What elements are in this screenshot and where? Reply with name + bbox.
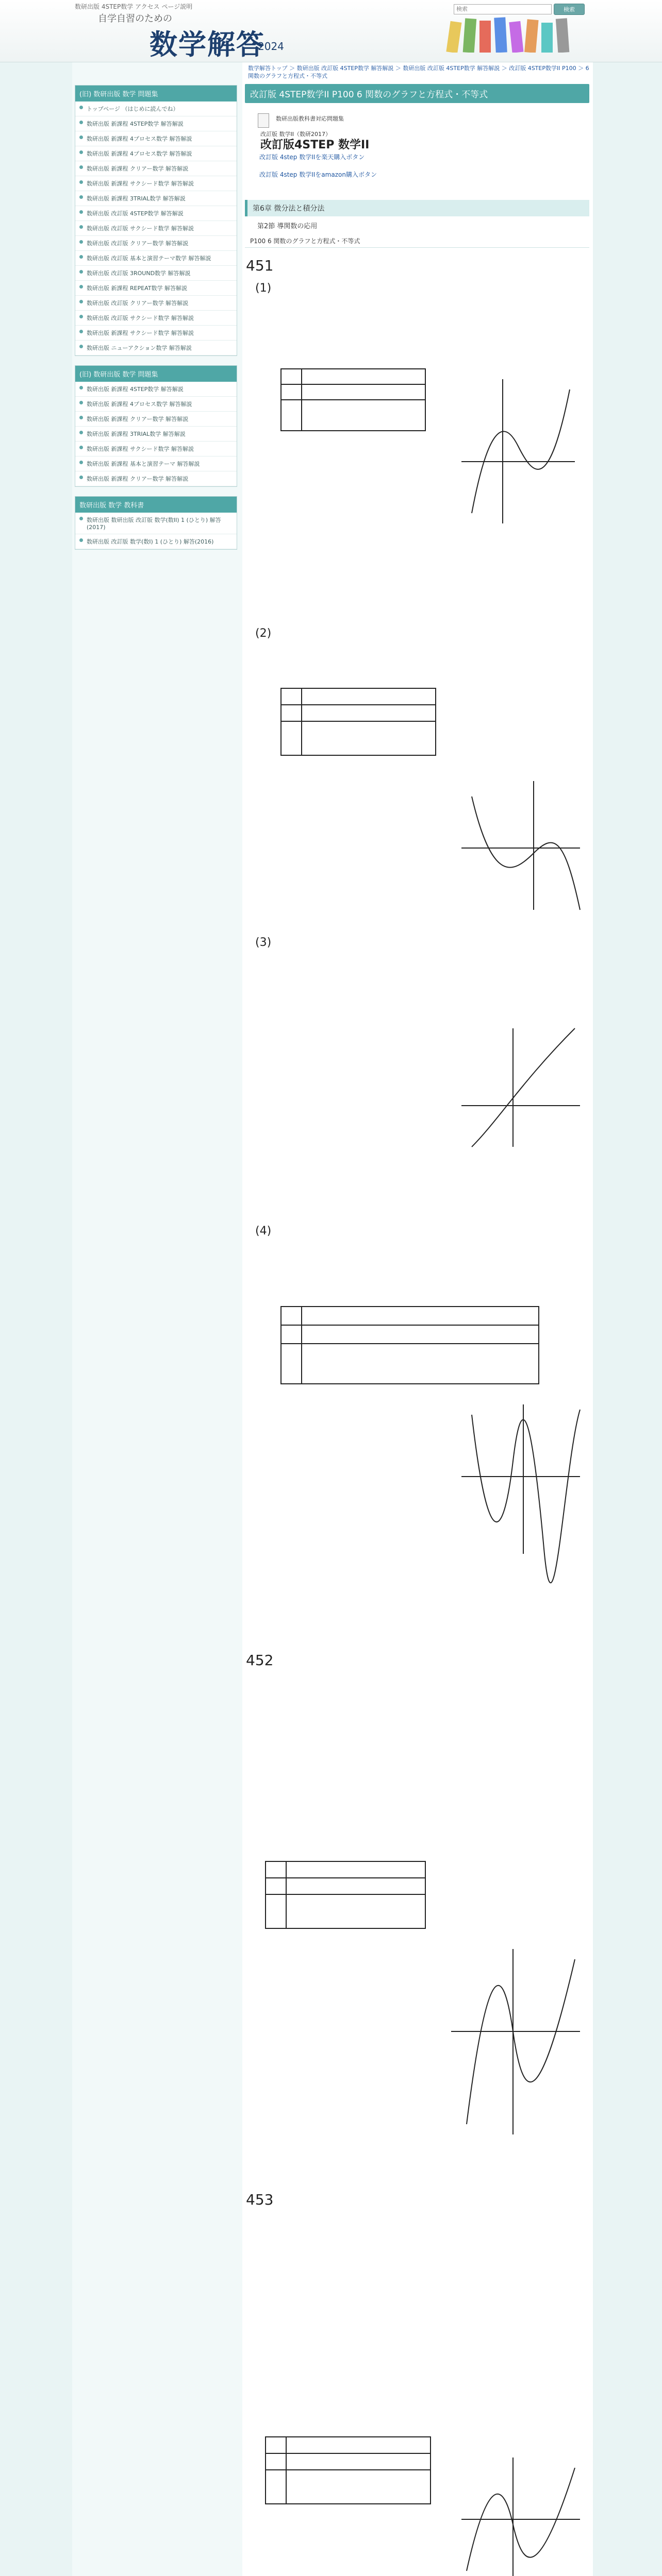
sidebar-link-label: 数研出版 新課程 3TRIAL数学 解答解説 xyxy=(87,431,186,437)
sidebar-link[interactable] xyxy=(75,456,237,471)
book-code: 改訂版 数学II（数研2017） xyxy=(260,131,331,138)
sidebar-link-label: 数研出版 改訂版 サクシード数学 解答解説 xyxy=(87,315,194,321)
sidebar-link-label: 数研出版 新課程 3TRIAL数学 解答解説 xyxy=(87,195,186,202)
bullet-icon xyxy=(79,255,83,259)
bullet-icon xyxy=(79,240,83,244)
problem-number: 452 xyxy=(246,1652,274,1669)
bullet-icon xyxy=(79,106,83,109)
sidebar-block-textbooks xyxy=(75,496,237,550)
sidebar-link[interactable] xyxy=(75,534,237,549)
sidebar-link-label: 数研出版 新課程 サクシード数学 解答解説 xyxy=(87,446,194,452)
sidebar-link-label: 数研出版 改訂版 サクシード数学 解答解説 xyxy=(87,225,194,232)
bullet-icon xyxy=(79,461,83,464)
bullet-icon xyxy=(79,121,83,124)
sidebar-link-label: 数研出版 新課程 4プロセス数学 解答解説 xyxy=(87,150,192,157)
main-content xyxy=(245,64,589,2576)
sidebar-list xyxy=(75,513,237,549)
book-name: 改訂版4STEP 数学II xyxy=(260,139,370,151)
solution-image-452 xyxy=(245,1671,589,2186)
solution-image-453 xyxy=(245,2210,589,2576)
sidebar-link-label: 数研出版 新課程 クリアー数学 解答解説 xyxy=(87,476,189,482)
handwritten-solution-452 xyxy=(245,1671,589,2186)
bullet-icon xyxy=(79,225,83,229)
sidebar-link[interactable] xyxy=(75,382,237,397)
sidebar-link-label: 数研出版 改訂版 基本と演習テーマ数学 解答解説 xyxy=(87,255,211,262)
sidebar-link-label: 数研出版 新課程 サクシード数学 解答解説 xyxy=(87,180,194,187)
bullet-icon xyxy=(79,210,83,214)
sidebar-link[interactable] xyxy=(75,281,237,296)
sidebar-link-label: 数研出版 新課程 基本と演習テーマ 解答解説 xyxy=(87,461,200,467)
sidebar-link-label: 数研出版 改訂版 クリアー数学 解答解説 xyxy=(87,240,189,247)
solution-image-451 xyxy=(245,276,589,1647)
book-cover-icon xyxy=(258,113,269,128)
bullet-icon xyxy=(79,416,83,419)
amazon-buy-link[interactable]: 改訂版 4step 数学IIをamazon購入ボタン xyxy=(259,171,377,178)
sidebar-link-label: 数研出版 新課程 クリアー数学 解答解説 xyxy=(87,165,189,172)
sidebar-block-title: (旧) 数研出版 数学 問題集 xyxy=(75,86,237,101)
bullet-icon xyxy=(79,330,83,333)
bullet-icon xyxy=(79,345,83,348)
bullet-icon xyxy=(79,270,83,274)
sidebar-link-label: 数研出版 改訂版 数学(数I) 1 (ひとり) 解答(2016) xyxy=(87,538,214,545)
sidebar-block-old-problems xyxy=(75,85,237,356)
bullet-icon xyxy=(79,150,83,154)
search-button[interactable]: 検索 xyxy=(554,4,585,15)
sidebar-link[interactable] xyxy=(75,191,237,206)
sidebar-link[interactable] xyxy=(75,442,237,456)
problem-number: 453 xyxy=(246,2191,274,2208)
bullet-icon xyxy=(79,401,83,404)
sidebar-link-label: トップページ （はじめに読んでね） xyxy=(87,106,179,112)
sidebar-link-label: 数研出版 新課程 4STEP数学 解答解説 xyxy=(87,386,184,393)
sidebar-block-old-problems-2 xyxy=(75,365,237,487)
site-tagline: 自学自習のための xyxy=(98,13,172,24)
pencils-icon xyxy=(443,14,583,53)
sidebar-link[interactable] xyxy=(75,101,237,116)
sidebar-block-title: (旧) 数研出版 数学 問題集 xyxy=(75,366,237,382)
svg-text:(1): (1) xyxy=(255,282,272,295)
bullet-icon xyxy=(79,517,83,520)
svg-text:(4): (4) xyxy=(255,1225,272,1238)
search-input[interactable] xyxy=(454,4,552,14)
sidebar-link-label: 数研出版 新課程 4STEP数学 解答解説 xyxy=(87,121,184,127)
sidebar-link-label: 数研出版 ニューアクション数学 解答解説 xyxy=(87,345,192,351)
sidebar-link[interactable] xyxy=(75,471,237,486)
bullet-icon xyxy=(79,315,83,318)
logo-year: 2024 xyxy=(258,40,284,53)
sidebar-link-label: 数研出版 新課程 4プロセス数学 解答解説 xyxy=(87,401,192,408)
breadcrumb[interactable]: 数学解答トップ ＞ 数研出版 改訂版 4STEP数学 解答解説 ＞ 数研出版 改訂版 4STEP数学 解答解説 ＞ 改訂版 4STEP数学II P100 ＞ 6 関数のグラフと方程式・不等式 xyxy=(248,65,589,79)
sidebar-link[interactable] xyxy=(75,412,237,427)
sidebar-link-label: 数研出版 新課程 REPEAT数学 解答解説 xyxy=(87,285,188,292)
sidebar-link-label: 数研出版 数研出版 改訂版 数学(数II) 1 (ひとり) 解答(2017) xyxy=(87,517,221,531)
bullet-icon xyxy=(79,538,83,542)
chapter-heading: 第6章 微分法と積分法 xyxy=(245,200,589,216)
handwritten-solution-451 xyxy=(245,276,589,1647)
bullet-icon xyxy=(79,285,83,289)
bullet-icon xyxy=(79,165,83,169)
sidebar-link[interactable] xyxy=(75,266,237,281)
sidebar-link-label: 数研出版 新課程 クリアー数学 解答解説 xyxy=(87,416,189,422)
bullet-icon xyxy=(79,300,83,303)
bullet-icon xyxy=(79,476,83,479)
sidebar-link[interactable] xyxy=(75,176,237,191)
bullet-icon xyxy=(79,135,83,139)
sidebar-link[interactable] xyxy=(75,326,237,341)
sidebar-link[interactable] xyxy=(75,427,237,442)
sidebar-link[interactable] xyxy=(75,397,237,412)
site-logo[interactable]: 数学解答 xyxy=(150,28,265,61)
page-title: 改訂版 4STEP数学II P100 6 関数のグラフと方程式・不等式 xyxy=(245,84,589,103)
sidebar-link[interactable] xyxy=(75,116,237,131)
sidebar-link[interactable] xyxy=(75,513,237,534)
bullet-icon xyxy=(79,386,83,389)
sidebar-link[interactable] xyxy=(75,236,237,251)
subsection-heading: P100 6 関数のグラフと方程式・不等式 xyxy=(245,234,589,248)
sidebar-list xyxy=(75,382,237,486)
sidebar-link[interactable] xyxy=(75,311,237,326)
bullet-icon xyxy=(79,180,83,184)
svg-text:(3): (3) xyxy=(255,936,272,949)
sidebar-link[interactable] xyxy=(75,146,237,161)
sidebar-link[interactable] xyxy=(75,341,237,355)
sidebar-link[interactable] xyxy=(75,221,237,236)
sidebar-link[interactable] xyxy=(75,251,237,266)
sidebar-link[interactable] xyxy=(75,296,237,311)
header-subtitle: 数研出版 4STEP数学 アクセス ページ説明 xyxy=(75,3,193,10)
sidebar-block-title: 数研出版 数学 教科書 xyxy=(75,497,237,513)
sidebar-link[interactable] xyxy=(75,161,237,176)
sidebar-link-label: 数研出版 改訂版 3ROUND数学 解答解説 xyxy=(87,270,191,277)
bullet-icon xyxy=(79,446,83,449)
handwritten-solution-453 xyxy=(245,2210,589,2576)
svg-text:(2): (2) xyxy=(255,627,272,640)
problem-number: 451 xyxy=(246,257,274,274)
sidebar xyxy=(75,85,237,559)
sidebar-link[interactable] xyxy=(75,206,237,221)
sidebar-link[interactable] xyxy=(75,131,237,146)
bullet-icon xyxy=(79,195,83,199)
sidebar-link-label: 数研出版 改訂版 クリアー数学 解答解説 xyxy=(87,300,189,307)
site-header xyxy=(0,0,662,62)
book-publisher: 数研出版教科書対応問題集 xyxy=(276,115,344,122)
sidebar-link-label: 数研出版 新課程 4プロセス数学 解答解説 xyxy=(87,135,192,142)
book-info xyxy=(245,109,589,197)
rakuten-buy-link[interactable]: 改訂版 4step 数学IIを楽天購入ボタン xyxy=(259,154,365,161)
sidebar-link-label: 数研出版 新課程 サクシード数学 解答解説 xyxy=(87,330,194,336)
section-heading: 第2節 導関数の応用 xyxy=(257,223,318,230)
sidebar-list xyxy=(75,101,237,355)
sidebar-link-label: 数研出版 改訂版 4STEP数学 解答解説 xyxy=(87,210,184,217)
bullet-icon xyxy=(79,431,83,434)
